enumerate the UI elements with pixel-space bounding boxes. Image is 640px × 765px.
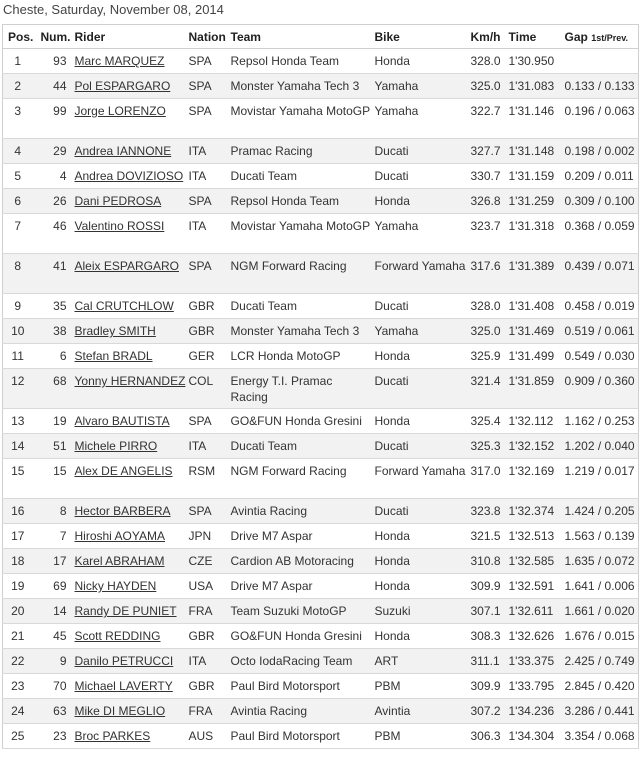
cell-team: Cardion AB Motoracing: [229, 549, 373, 574]
cell-nation: GBR: [187, 624, 229, 649]
cell-bike: Honda: [373, 549, 469, 574]
cell-pos: 22: [3, 649, 39, 674]
cell-time: 1'34.304: [507, 724, 563, 749]
cell-gap: 1.424 / 0.205: [563, 499, 639, 524]
table-row: [3, 599, 639, 624]
cell-kmh: 307.1: [469, 599, 507, 624]
rider-link[interactable]: Alex DE ANGELIS: [74, 464, 173, 478]
cell-bike: Forward Yamaha: [373, 459, 469, 499]
cell-rider: [73, 549, 187, 574]
cell-gap: 1.676 / 0.015: [563, 624, 639, 649]
cell-pos: 15: [3, 459, 39, 499]
cell-kmh: 321.4: [469, 369, 507, 409]
table-row: [3, 574, 639, 599]
cell-gap: 3.354 / 0.068: [563, 724, 639, 749]
table-row: [3, 724, 639, 749]
cell-team: Paul Bird Motorsport: [229, 724, 373, 749]
cell-team: Energy T.I. Pramac Racing: [229, 369, 373, 409]
cell-num: 29: [39, 139, 73, 164]
cell-num: 35: [39, 294, 73, 319]
cell-gap: 1.162 / 0.253: [563, 409, 639, 434]
cell-nation: SPA: [187, 74, 229, 99]
cell-rider: [73, 254, 187, 294]
cell-rider: [73, 294, 187, 319]
cell-kmh: 307.2: [469, 699, 507, 724]
cell-bike: Honda: [373, 574, 469, 599]
cell-bike: Ducati: [373, 139, 469, 164]
cell-kmh: 326.8: [469, 189, 507, 214]
cell-team: Drive M7 Aspar: [229, 574, 373, 599]
cell-rider: [73, 434, 187, 459]
cell-gap: [563, 49, 639, 74]
table-row: [3, 369, 639, 409]
table-row: [3, 624, 639, 649]
table-row: [3, 214, 639, 254]
rider-link[interactable]: Randy DE PUNIET: [74, 604, 177, 618]
rider-link[interactable]: Hector BARBERA: [74, 504, 171, 518]
cell-gap: 3.286 / 0.441: [563, 699, 639, 724]
rider-link[interactable]: Valentino ROSSI: [74, 219, 165, 233]
cell-nation: FRA: [187, 599, 229, 624]
rider-link[interactable]: Aleix ESPARGARO: [74, 259, 179, 273]
cell-time: 1'31.083: [507, 74, 563, 99]
cell-bike: Ducati: [373, 434, 469, 459]
cell-pos: 19: [3, 574, 39, 599]
cell-kmh: 323.7: [469, 214, 507, 254]
cell-num: 45: [39, 624, 73, 649]
header-gap-label: Gap: [564, 29, 588, 44]
cell-bike: Honda: [373, 524, 469, 549]
cell-bike: Honda: [373, 189, 469, 214]
cell-gap: 0.209 / 0.011: [563, 164, 639, 189]
cell-bike: ART: [373, 649, 469, 674]
header-kmh: Km/h: [469, 25, 507, 49]
cell-pos: 9: [3, 294, 39, 319]
table-row: [3, 294, 639, 319]
cell-rider: [73, 624, 187, 649]
cell-num: 19: [39, 409, 73, 434]
cell-nation: ITA: [187, 649, 229, 674]
cell-num: 41: [39, 254, 73, 294]
cell-bike: Ducati: [373, 499, 469, 524]
cell-rider: [73, 189, 187, 214]
cell-time: 1'31.469: [507, 319, 563, 344]
table-row: [3, 164, 639, 189]
rider-link[interactable]: Marc MARQUEZ: [74, 54, 165, 68]
rider-link[interactable]: Cal CRUTCHLOW: [74, 299, 174, 313]
header-time: Time: [507, 25, 563, 49]
table-row: [3, 49, 639, 74]
cell-bike: Avintia: [373, 699, 469, 724]
cell-team: NGM Forward Racing: [229, 459, 373, 499]
header-bike: Bike: [373, 25, 469, 49]
cell-pos: 8: [3, 254, 39, 294]
cell-kmh: 309.9: [469, 574, 507, 599]
cell-rider: [73, 319, 187, 344]
cell-time: 1'32.152: [507, 434, 563, 459]
cell-bike: Ducati: [373, 369, 469, 409]
table-row: [3, 344, 639, 369]
cell-kmh: 328.0: [469, 49, 507, 74]
cell-gap: 0.458 / 0.019: [563, 294, 639, 319]
cell-gap: 2.425 / 0.749: [563, 649, 639, 674]
cell-time: 1'31.389: [507, 254, 563, 294]
rider-link[interactable]: Scott REDDING: [74, 629, 161, 643]
cell-nation: SPA: [187, 499, 229, 524]
cell-num: 4: [39, 164, 73, 189]
cell-bike: Ducati: [373, 164, 469, 189]
cell-gap: 1.202 / 0.040: [563, 434, 639, 459]
cell-num: 9: [39, 649, 73, 674]
cell-pos: 1: [3, 49, 39, 74]
cell-gap: 0.519 / 0.061: [563, 319, 639, 344]
cell-nation: SPA: [187, 189, 229, 214]
cell-time: 1'32.169: [507, 459, 563, 499]
cell-nation: SPA: [187, 254, 229, 294]
cell-nation: GBR: [187, 294, 229, 319]
cell-time: 1'33.375: [507, 649, 563, 674]
cell-gap: 0.368 / 0.059: [563, 214, 639, 254]
rider-link[interactable]: Mike DI MEGLIO: [74, 704, 166, 718]
cell-nation: FRA: [187, 699, 229, 724]
cell-team: Repsol Honda Team: [229, 49, 373, 74]
cell-nation: ITA: [187, 139, 229, 164]
cell-time: 1'31.408: [507, 294, 563, 319]
cell-kmh: 317.0: [469, 459, 507, 499]
cell-gap: 1.563 / 0.139: [563, 524, 639, 549]
rider-link[interactable]: Karel ABRAHAM: [74, 554, 165, 568]
rider-link[interactable]: Nicky HAYDEN: [74, 579, 157, 593]
cell-team: Avintia Racing: [229, 499, 373, 524]
cell-kmh: 325.9: [469, 344, 507, 369]
cell-rider: [73, 369, 187, 409]
cell-nation: CZE: [187, 549, 229, 574]
cell-rider: [73, 214, 187, 254]
cell-team: Avintia Racing: [229, 699, 373, 724]
cell-num: 93: [39, 49, 73, 74]
cell-time: 1'31.148: [507, 139, 563, 164]
table-row: [3, 74, 639, 99]
cell-kmh: 317.6: [469, 254, 507, 294]
cell-kmh: 327.7: [469, 139, 507, 164]
cell-num: 51: [39, 434, 73, 459]
cell-pos: 16: [3, 499, 39, 524]
cell-pos: 2: [3, 74, 39, 99]
table-row: [3, 139, 639, 164]
cell-bike: Ducati: [373, 294, 469, 319]
cell-num: 7: [39, 524, 73, 549]
cell-pos: 21: [3, 624, 39, 649]
cell-kmh: 308.3: [469, 624, 507, 649]
cell-rider: [73, 649, 187, 674]
cell-team: NGM Forward Racing: [229, 254, 373, 294]
rider-link[interactable]: Michael LAVERTY: [74, 679, 173, 693]
cell-nation: ITA: [187, 434, 229, 459]
cell-num: 70: [39, 674, 73, 699]
cell-rider: [73, 524, 187, 549]
cell-nation: SPA: [187, 409, 229, 434]
rider-link[interactable]: Dani PEDROSA: [74, 194, 162, 208]
cell-time: 1'31.146: [507, 99, 563, 139]
header-gap-sub: 1st/Prev.: [591, 32, 629, 43]
cell-gap: 1.219 / 0.017: [563, 459, 639, 499]
header-pos: Pos.: [3, 25, 39, 49]
table-row: [3, 189, 639, 214]
table-header: [3, 25, 639, 49]
cell-rider: [73, 409, 187, 434]
cell-pos: 24: [3, 699, 39, 724]
header-team: Team: [229, 25, 373, 49]
cell-nation: ITA: [187, 214, 229, 254]
cell-num: 38: [39, 319, 73, 344]
cell-rider: [73, 699, 187, 724]
cell-team: Paul Bird Motorsport: [229, 674, 373, 699]
cell-gap: 1.661 / 0.020: [563, 599, 639, 624]
cell-time: 1'32.374: [507, 499, 563, 524]
table-row: [3, 674, 639, 699]
rider-link[interactable]: Andrea IANNONE: [74, 144, 172, 158]
cell-nation: GER: [187, 344, 229, 369]
cell-time: 1'30.950: [507, 49, 563, 74]
cell-num: 46: [39, 214, 73, 254]
rider-link[interactable]: Bradley SMITH: [74, 324, 156, 338]
cell-pos: 18: [3, 549, 39, 574]
cell-time: 1'32.513: [507, 524, 563, 549]
cell-num: 63: [39, 699, 73, 724]
cell-num: 44: [39, 74, 73, 99]
cell-gap: 0.909 / 0.360: [563, 369, 639, 409]
cell-pos: 5: [3, 164, 39, 189]
cell-bike: PBM: [373, 724, 469, 749]
cell-kmh: 330.7: [469, 164, 507, 189]
cell-team: GO&FUN Honda Gresini: [229, 409, 373, 434]
cell-nation: SPA: [187, 99, 229, 139]
cell-bike: Yamaha: [373, 74, 469, 99]
table-row: [3, 409, 639, 434]
cell-kmh: 325.4: [469, 409, 507, 434]
rider-link[interactable]: Michele PIRRO: [74, 439, 158, 453]
cell-bike: Forward Yamaha: [373, 254, 469, 294]
rider-link[interactable]: Yonny HERNANDEZ: [74, 374, 186, 388]
header-num: Num.: [39, 25, 73, 49]
cell-nation: COL: [187, 369, 229, 409]
cell-rider: [73, 499, 187, 524]
header-rider: Rider: [73, 25, 187, 49]
cell-team: LCR Honda MotoGP: [229, 344, 373, 369]
cell-gap: 0.198 / 0.002: [563, 139, 639, 164]
cell-gap: 0.196 / 0.063: [563, 99, 639, 139]
cell-num: 68: [39, 369, 73, 409]
cell-bike: Suzuki: [373, 599, 469, 624]
cell-rider: [73, 164, 187, 189]
header-gap: [563, 25, 639, 49]
cell-team: Ducati Team: [229, 294, 373, 319]
cell-team: Ducati Team: [229, 434, 373, 459]
table-row: [3, 434, 639, 459]
table-row: [3, 524, 639, 549]
cell-pos: 6: [3, 189, 39, 214]
cell-pos: 17: [3, 524, 39, 549]
cell-team: Team Suzuki MotoGP: [229, 599, 373, 624]
cell-nation: GBR: [187, 319, 229, 344]
cell-nation: RSM: [187, 459, 229, 499]
cell-gap: 1.635 / 0.072: [563, 549, 639, 574]
cell-kmh: 322.7: [469, 99, 507, 139]
cell-rider: [73, 599, 187, 624]
cell-rider: [73, 139, 187, 164]
cell-time: 1'31.859: [507, 369, 563, 409]
cell-kmh: 323.8: [469, 499, 507, 524]
cell-kmh: 310.8: [469, 549, 507, 574]
table-row: [3, 459, 639, 499]
cell-bike: Honda: [373, 344, 469, 369]
cell-nation: GBR: [187, 674, 229, 699]
cell-pos: 20: [3, 599, 39, 624]
cell-time: 1'32.611: [507, 599, 563, 624]
cell-rider: [73, 99, 187, 139]
cell-rider: [73, 459, 187, 499]
cell-num: 15: [39, 459, 73, 499]
cell-time: 1'32.626: [507, 624, 563, 649]
cell-time: 1'32.591: [507, 574, 563, 599]
cell-kmh: 309.9: [469, 674, 507, 699]
cell-bike: Honda: [373, 49, 469, 74]
rider-link[interactable]: Andrea DOVIZIOSO: [74, 169, 184, 183]
cell-time: 1'31.318: [507, 214, 563, 254]
rider-link[interactable]: Jorge LORENZO: [74, 104, 166, 118]
cell-num: 8: [39, 499, 73, 524]
cell-bike: Yamaha: [373, 319, 469, 344]
cell-gap: 0.309 / 0.100: [563, 189, 639, 214]
cell-time: 1'32.585: [507, 549, 563, 574]
table-body: [3, 49, 639, 749]
cell-team: Movistar Yamaha MotoGP: [229, 214, 373, 254]
cell-team: GO&FUN Honda Gresini: [229, 624, 373, 649]
rider-link[interactable]: Pol ESPARGARO: [74, 79, 171, 93]
table-row: [3, 699, 639, 724]
cell-rider: [73, 74, 187, 99]
cell-time: 1'31.499: [507, 344, 563, 369]
cell-num: 14: [39, 599, 73, 624]
cell-team: Repsol Honda Team: [229, 189, 373, 214]
cell-team: Pramac Racing: [229, 139, 373, 164]
cell-time: 1'32.112: [507, 409, 563, 434]
cell-kmh: 325.0: [469, 74, 507, 99]
cell-kmh: 328.0: [469, 294, 507, 319]
cell-nation: JPN: [187, 524, 229, 549]
cell-time: 1'34.236: [507, 699, 563, 724]
cell-num: 99: [39, 99, 73, 139]
cell-pos: 11: [3, 344, 39, 369]
cell-num: 69: [39, 574, 73, 599]
table-row: [3, 254, 639, 294]
cell-gap: 2.845 / 0.420: [563, 674, 639, 699]
cell-gap: 0.549 / 0.030: [563, 344, 639, 369]
cell-kmh: 306.3: [469, 724, 507, 749]
cell-rider: [73, 49, 187, 74]
cell-nation: AUS: [187, 724, 229, 749]
cell-nation: ITA: [187, 164, 229, 189]
cell-gap: 1.641 / 0.006: [563, 574, 639, 599]
rider-link[interactable]: Danilo PETRUCCI: [74, 654, 174, 668]
cell-bike: Honda: [373, 624, 469, 649]
table-row: [3, 99, 639, 139]
cell-pos: 14: [3, 434, 39, 459]
cell-pos: 4: [3, 139, 39, 164]
session-caption: Cheste, Saturday, November 08, 2014: [3, 2, 224, 17]
results-table: [2, 24, 639, 749]
cell-pos: 13: [3, 409, 39, 434]
table-row: [3, 649, 639, 674]
table-row: [3, 499, 639, 524]
cell-time: 1'31.259: [507, 189, 563, 214]
cell-nation: SPA: [187, 49, 229, 74]
cell-num: 6: [39, 344, 73, 369]
table-row: [3, 549, 639, 574]
cell-rider: [73, 344, 187, 369]
cell-bike: Honda: [373, 409, 469, 434]
cell-team: Ducati Team: [229, 164, 373, 189]
rider-link[interactable]: Stefan BRADL: [74, 349, 153, 363]
cell-team: Monster Yamaha Tech 3: [229, 74, 373, 99]
cell-nation: USA: [187, 574, 229, 599]
cell-pos: 7: [3, 214, 39, 254]
cell-gap: 0.439 / 0.071: [563, 254, 639, 294]
cell-team: Drive M7 Aspar: [229, 524, 373, 549]
cell-kmh: 325.0: [469, 319, 507, 344]
rider-link[interactable]: Alvaro BAUTISTA: [74, 414, 170, 428]
cell-pos: 25: [3, 724, 39, 749]
cell-bike: Yamaha: [373, 214, 469, 254]
cell-rider: [73, 724, 187, 749]
header-nation: Nation: [187, 25, 229, 49]
cell-time: 1'31.159: [507, 164, 563, 189]
cell-bike: PBM: [373, 674, 469, 699]
cell-team: Octo IodaRacing Team: [229, 649, 373, 674]
cell-num: 17: [39, 549, 73, 574]
cell-bike: Yamaha: [373, 99, 469, 139]
cell-num: 23: [39, 724, 73, 749]
cell-kmh: 311.1: [469, 649, 507, 674]
cell-team: Monster Yamaha Tech 3: [229, 319, 373, 344]
cell-rider: [73, 574, 187, 599]
rider-link[interactable]: Hiroshi AOYAMA: [74, 529, 165, 543]
cell-pos: 10: [3, 319, 39, 344]
cell-kmh: 321.5: [469, 524, 507, 549]
cell-team: Movistar Yamaha MotoGP: [229, 99, 373, 139]
cell-gap: 0.133 / 0.133: [563, 74, 639, 99]
cell-rider: [73, 674, 187, 699]
cell-pos: 12: [3, 369, 39, 409]
table-row: [3, 319, 639, 344]
cell-kmh: 325.3: [469, 434, 507, 459]
cell-pos: 23: [3, 674, 39, 699]
cell-time: 1'33.795: [507, 674, 563, 699]
cell-num: 26: [39, 189, 73, 214]
cell-pos: 3: [3, 99, 39, 139]
rider-link[interactable]: Broc PARKES: [74, 729, 151, 743]
